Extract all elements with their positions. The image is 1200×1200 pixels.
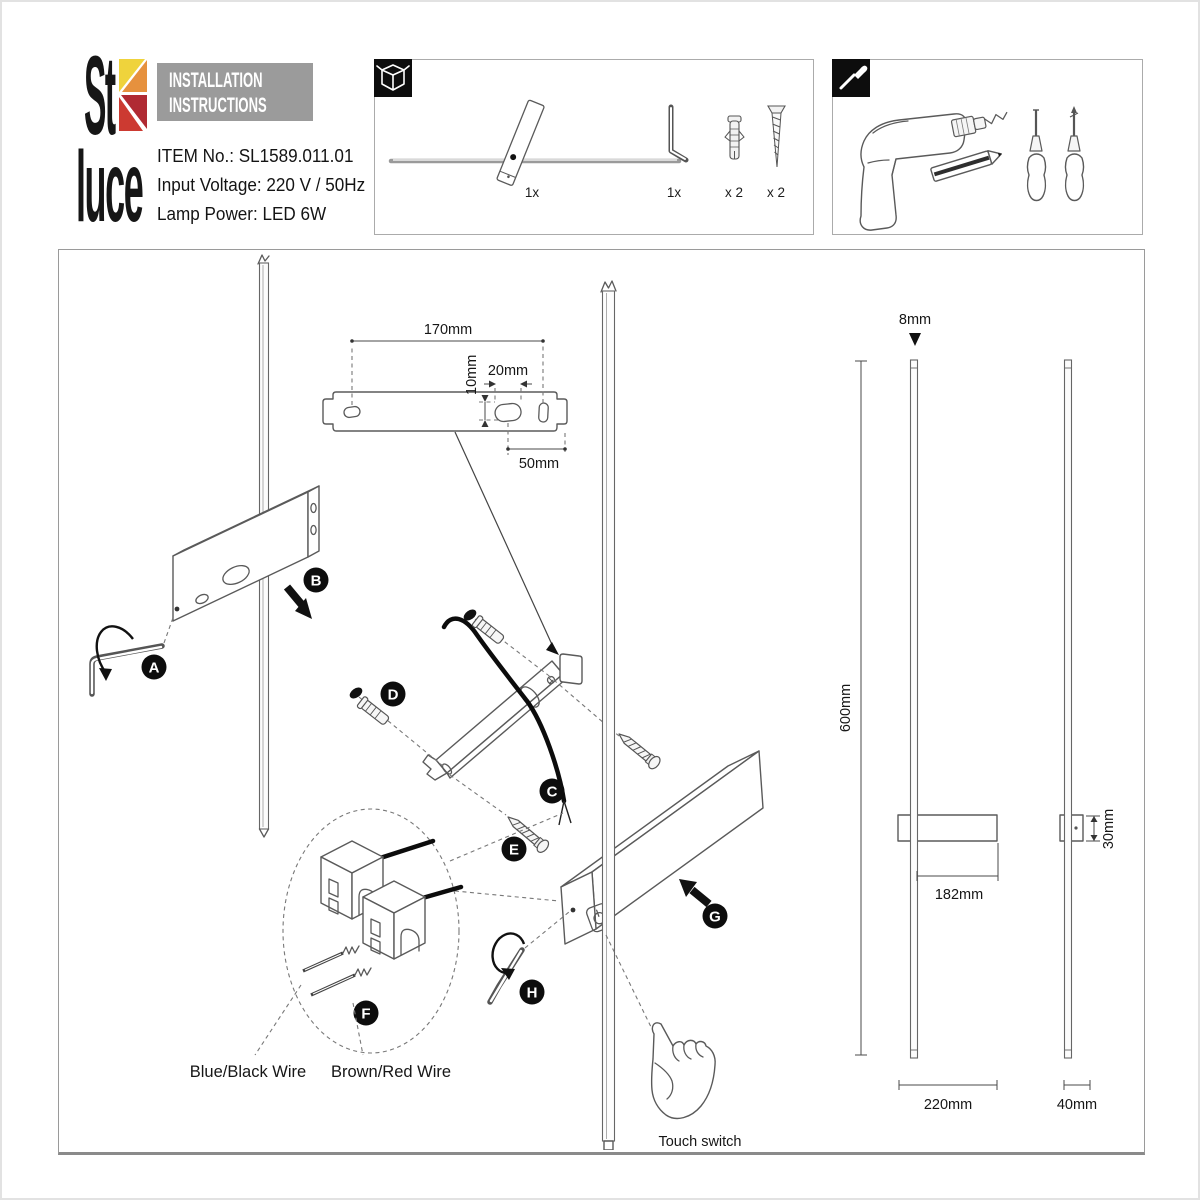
dim-height: 600mm — [838, 683, 854, 733]
wall-plug-illustration — [725, 116, 744, 159]
step-a-b-assembly — [92, 255, 329, 837]
dimension-views — [838, 312, 1117, 1113]
tools-drawing — [833, 60, 1141, 233]
qty-wall-plug: x 2 — [724, 185, 744, 200]
input-voltage: Input Voltage: 220 V / 50Hz — [157, 175, 366, 195]
screw-right — [615, 729, 663, 771]
step-letter-f: F — [361, 1005, 371, 1023]
dim-width: 220mm — [923, 1097, 973, 1113]
dim-bracket-width: 170mm — [423, 322, 473, 338]
junction-box — [560, 654, 582, 684]
lamp-rod — [601, 281, 616, 1150]
step-letter-b: B — [310, 572, 322, 590]
dim-rod-diameter: 8mm — [898, 312, 932, 328]
title-line-2: INSTRUCTIONS — [169, 94, 267, 117]
rod-break-mark — [601, 281, 616, 292]
phillips-screwdriver-illustration — [1066, 106, 1084, 201]
dim-bracket-slot-width: 20mm — [487, 363, 529, 379]
wire-label-blue-black: Blue/Black Wire — [189, 1063, 307, 1081]
dim-bracket-hole-offset: 10mm — [464, 354, 480, 395]
pointing-hand — [652, 1023, 716, 1119]
lamp-illustration — [391, 100, 679, 186]
dim-bracket-hole-spacing: 50mm — [518, 456, 560, 472]
dim-side-width: 40mm — [1056, 1097, 1098, 1113]
logo-text-luce: luce — [76, 131, 143, 243]
wire-label-brown-red: Brown/Red Wire — [330, 1063, 452, 1081]
dim-depth: 30mm — [1101, 808, 1117, 850]
item-number: ITEM No.: SL1589.011.01 — [157, 146, 354, 166]
step-g-assembly — [561, 751, 763, 944]
step-g-h-controls — [490, 879, 742, 1150]
logo-text-st: St — [84, 33, 115, 158]
wall-plug-top — [472, 615, 506, 646]
step-letter-e: E — [508, 841, 520, 859]
step-letter-a: A — [148, 659, 160, 677]
tools-box — [832, 59, 1143, 235]
allen-key-a — [92, 615, 174, 694]
installation-diagram-box — [58, 249, 1145, 1155]
item-info — [157, 142, 365, 229]
step-letter-g: G — [709, 908, 721, 926]
flat-screwdriver-illustration — [1028, 110, 1046, 201]
dim-arrow-8mm — [909, 333, 921, 346]
stripped-wires — [303, 946, 371, 995]
wall-hole — [348, 685, 365, 700]
package-contents-drawing — [375, 60, 812, 233]
installation-diagram — [59, 250, 1141, 1150]
bracket-detail-drawing — [323, 322, 567, 655]
lamp-power: Lamp Power: LED 6W — [157, 204, 327, 224]
title-line-1: INSTALLATION — [169, 69, 263, 92]
step-letter-c: C — [546, 783, 558, 801]
step-letter-h: H — [526, 984, 538, 1002]
qty-screw: x 2 — [766, 185, 786, 200]
qty-allen-key: 1x — [666, 185, 682, 200]
leader-arrowhead — [546, 642, 559, 655]
package-contents-box — [374, 59, 814, 235]
step-letter-d: D — [387, 686, 399, 704]
touch-switch-label: Touch switch — [658, 1134, 742, 1150]
logo-color-mark — [118, 59, 150, 134]
wire-connector-block — [363, 881, 461, 959]
screw-illustration — [768, 106, 785, 167]
arrow-b — [287, 587, 312, 619]
qty-lamp: 1x — [524, 185, 540, 200]
side-view-rod — [1065, 360, 1072, 1058]
front-view-rod — [911, 360, 918, 1058]
dim-arm-length: 182mm — [934, 887, 984, 903]
step-c-d-e-assembly — [348, 607, 663, 861]
allen-key-illustration — [671, 107, 686, 160]
instructions-title — [157, 63, 313, 121]
